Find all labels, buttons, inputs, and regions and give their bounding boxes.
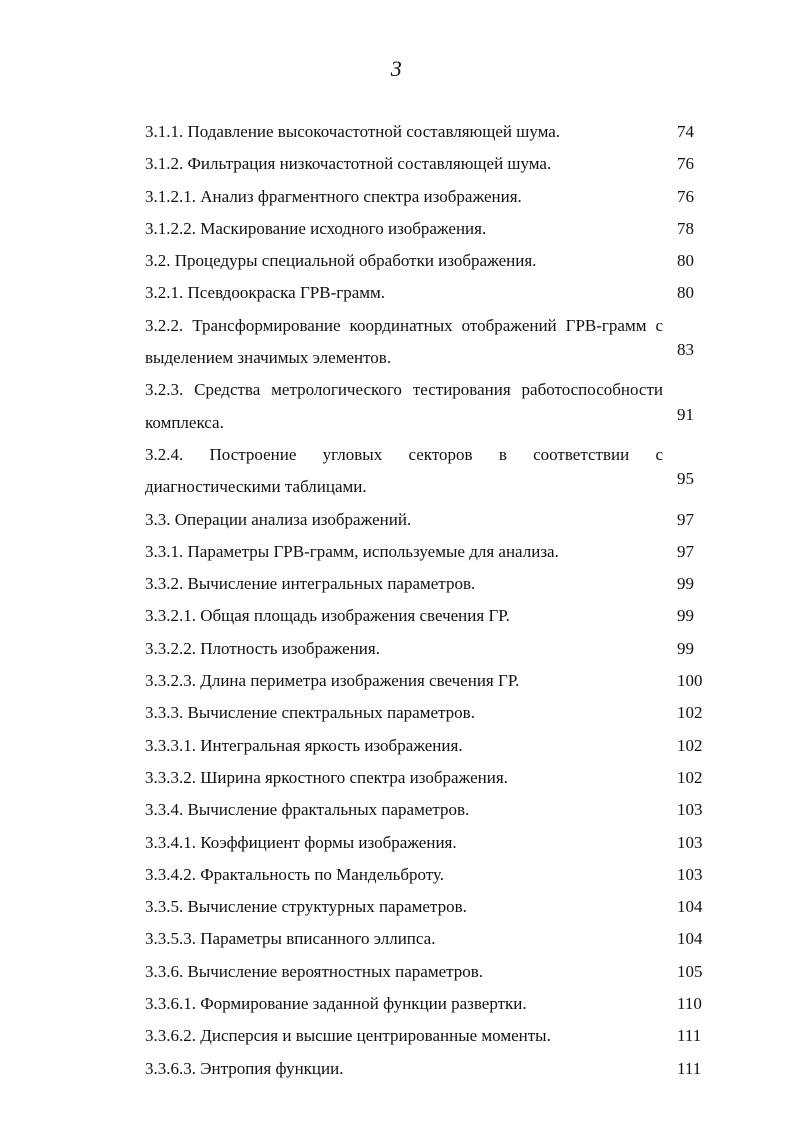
toc-entry-title: 3.3.4.2. Фрактальность по Мандельброту. <box>145 864 445 884</box>
toc-entry <box>145 1053 705 1085</box>
toc-entry-page: 99 <box>677 606 694 626</box>
toc-entry <box>145 600 705 632</box>
toc-entry-title: 3.3.3. Вычисление спектральных параметров. <box>145 703 475 723</box>
toc-entry-page: 103 <box>677 832 703 852</box>
toc-entry-title: 3.1.1. Подавление высокочастотной составляющей шума. <box>145 122 561 141</box>
toc-entry-page: 103 <box>677 800 703 820</box>
toc-entry-title: 3.3.5. Вычисление структурных параметров. <box>145 897 467 917</box>
toc-entry-page: 102 <box>677 703 703 723</box>
toc-entry-title: 3.3.2.1. Общая площадь изображения свечения ГР. <box>145 606 510 626</box>
toc-entry <box>145 988 705 1020</box>
toc-entry-page: 80 <box>677 251 694 271</box>
toc-entry <box>145 277 705 309</box>
toc-entry <box>145 794 705 826</box>
toc-entry-page: 95 <box>677 469 694 489</box>
toc-entry-title: 3.3.3.2. Ширина яркостного спектра изображения. <box>145 767 508 787</box>
toc-entry-title: 3.3.6. Вычисление вероятностных параметров. <box>145 961 484 981</box>
toc-entry-title: 3.3.6.2. Дисперсия и высшие центрированные моменты. <box>145 1026 551 1046</box>
toc-entry <box>145 762 705 794</box>
toc-entry-title: 3.3.5.3. Параметры вписанного эллипса. <box>145 929 436 949</box>
toc-entry-page: 78 <box>677 218 694 238</box>
toc-entry-page: 100 <box>677 671 703 691</box>
toc-entry <box>145 697 705 729</box>
toc-entry-page: 102 <box>677 735 703 755</box>
toc-entry-page: 103 <box>677 864 703 884</box>
toc-entry <box>145 148 705 180</box>
toc-entry-page: 76 <box>677 154 694 174</box>
toc-entry-page: 105 <box>677 961 703 981</box>
toc-entry-title: 3.3.2.2. Плотность изображения. <box>145 638 380 658</box>
toc-entry-page: 97 <box>677 509 694 529</box>
toc-entry-title: 3.1.2.1. Анализ фрагментного спектра изображения. <box>145 186 522 206</box>
toc-entry-page: 102 <box>677 767 703 787</box>
toc-entry <box>145 827 705 859</box>
toc-entry-title: 3.3.4.1. Коэффициент формы изображения. <box>145 832 457 852</box>
toc-entry-page: 80 <box>677 283 694 303</box>
toc-entry-page: 74 <box>677 122 694 141</box>
toc-entry <box>145 859 705 891</box>
toc-entry-page: 111 <box>677 1058 702 1078</box>
toc-entry-title: 3.1.2. Фильтрация низкочастотной составляющей шума. <box>145 154 552 174</box>
toc-entry <box>145 245 705 277</box>
toc-entry-page: 104 <box>677 897 703 917</box>
toc-entry <box>145 1020 705 1052</box>
toc-entry-page: 99 <box>677 574 694 594</box>
toc-entry <box>145 633 705 665</box>
toc-entry-page: 99 <box>677 638 694 658</box>
toc-entry <box>145 116 705 148</box>
toc-entry-title: 3.3.6.3. Энтропия функции. <box>145 1058 344 1078</box>
toc-entry <box>145 891 705 923</box>
toc-entry-page: 83 <box>677 340 694 360</box>
toc-entry-title: 3.2.2. Трансформирование координатных отображений ГРВ-грамм с выделением значимых элементов. <box>145 315 663 368</box>
toc-entry-title: 3.3.4. Вычисление фрактальных параметров. <box>145 800 470 820</box>
toc-entry <box>145 665 705 697</box>
toc-entry-title: 3.3.6.1. Формирование заданной функции развертки. <box>145 994 527 1014</box>
toc-entry-title: 3.2. Процедуры специальной обработки изображения. <box>145 251 537 271</box>
toc-entry <box>145 374 705 439</box>
toc-entry <box>145 923 705 955</box>
toc-entry <box>145 568 705 600</box>
toc-entry-title: 3.2.4. Построение угловых секторов в соответствии с диагностическими таблицами. <box>145 444 663 497</box>
toc-entry <box>145 956 705 988</box>
toc-entry <box>145 730 705 762</box>
toc-entry-page: 104 <box>677 929 703 949</box>
toc-entry-title: 3.3.2.3. Длина периметра изображения свечения ГР. <box>145 671 520 691</box>
toc-entry-page: 110 <box>677 994 702 1014</box>
toc-entry-page: 76 <box>677 186 694 206</box>
toc-entry-page: 91 <box>677 404 694 424</box>
toc-entry-page: 111 <box>677 1026 702 1046</box>
toc-entry-title: 3.2.3. Средства метрологического тестирования работоспособности комплекса. <box>145 380 663 432</box>
toc-entry-title: 3.1.2.2. Маскирование исходного изображения. <box>145 218 487 238</box>
toc-entry-page: 97 <box>677 541 694 561</box>
page-number: 3 <box>390 56 403 81</box>
toc-entry <box>145 536 705 568</box>
toc-entry <box>145 181 705 213</box>
toc-entry <box>145 310 705 375</box>
toc-entry-title: 3.3. Операции анализа изображений. <box>145 509 412 529</box>
toc-entry <box>145 213 705 245</box>
toc-entry-title: 3.2.1. Псевдоокраска ГРВ-грамм. <box>145 283 386 303</box>
table-of-contents <box>145 116 705 1085</box>
toc-entry-title: 3.3.1. Параметры ГРВ-грамм, используемые для анализа. <box>145 541 559 561</box>
toc-entry-title: 3.3.2. Вычисление интегральных параметров. <box>145 574 476 594</box>
toc-entry <box>145 504 705 536</box>
toc-entry-title: 3.3.3.1. Интегральная яркость изображения. <box>145 735 463 755</box>
toc-entry <box>145 439 705 504</box>
